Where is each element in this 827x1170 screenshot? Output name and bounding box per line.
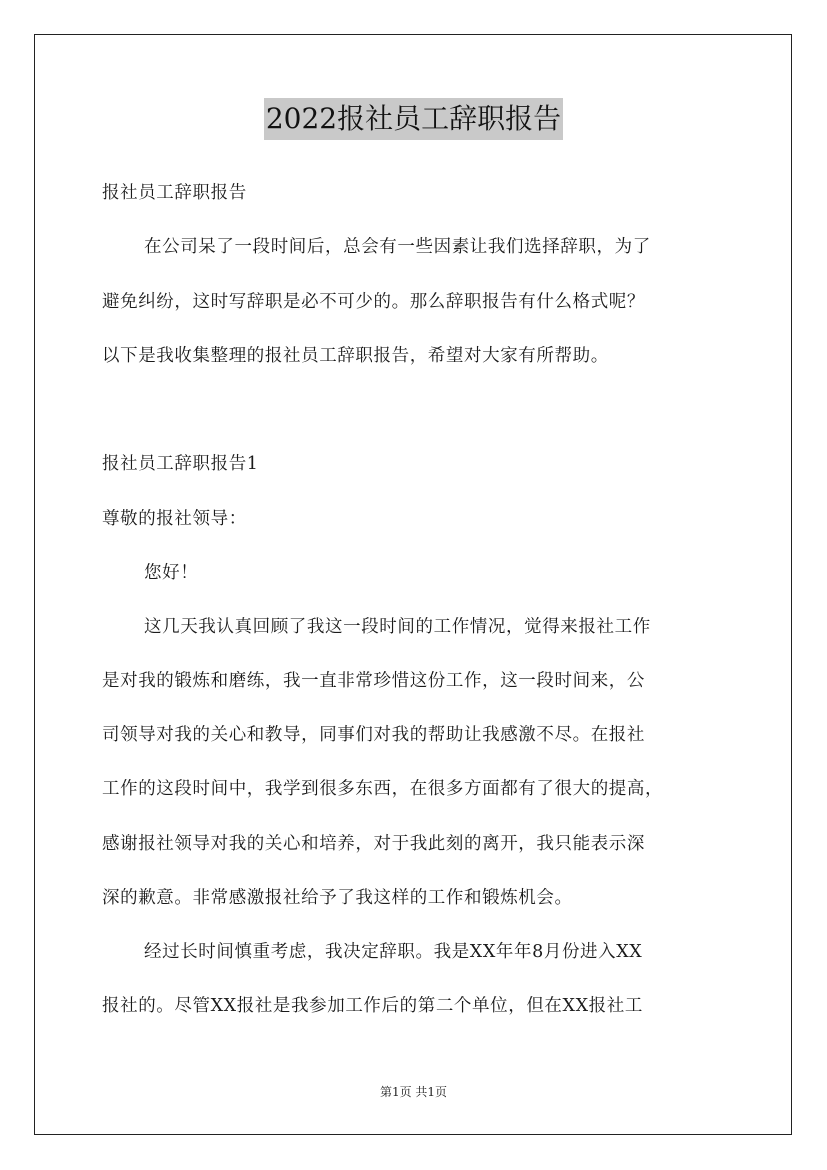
greeting: 您好！ — [144, 563, 199, 583]
document-title: 2022报社员工辞职报告 — [264, 98, 563, 140]
paragraph-line: 是对我的锻炼和磨练，我一直非常珍惜这份工作，这一段时间来，公 — [102, 671, 645, 691]
section-title: 报社员工辞职报告1 — [102, 454, 259, 474]
paragraph-line: 这几天我认真回顾了我这一段时间的工作情况，觉得来报社工作 — [144, 617, 651, 637]
title-container — [0, 98, 827, 140]
intro-line: 在公司呆了一段时间后，总会有一些因素让我们选择辞职，为了 — [144, 237, 651, 257]
paragraph-line: 工作的这段时间中，我学到很多东西，在很多方面都有了很大的提高， — [102, 779, 664, 799]
paragraph-line: 深的歉意。非常感激报社给予了我这样的工作和锻炼机会。 — [102, 888, 573, 908]
intro-line: 以下是我收集整理的报社员工辞职报告，希望对大家有所帮助。 — [102, 346, 609, 366]
intro-line: 避免纠纷，这时写辞职是必不可少的。那么辞职报告有什么格式呢？ — [102, 292, 645, 312]
paragraph-line: 感谢报社领导对我的关心和培养，对于我此刻的离开，我只能表示深 — [102, 834, 645, 854]
page-footer: 第1页 共1页 — [379, 1085, 448, 1099]
document-heading: 报社员工辞职报告 — [102, 183, 247, 203]
salutation: 尊敬的报社领导： — [102, 509, 247, 529]
paragraph-line: 司领导对我的关心和教导，同事们对我的帮助让我感激不尽。在报社 — [102, 725, 645, 745]
paragraph-line: 报社的。尽管XX报社是我参加工作后的第二个单位，但在XX报社工 — [102, 996, 643, 1016]
paragraph-line: 经过长时间慎重考虑，我决定辞职。我是XX年年8月份进入XX — [144, 942, 643, 962]
